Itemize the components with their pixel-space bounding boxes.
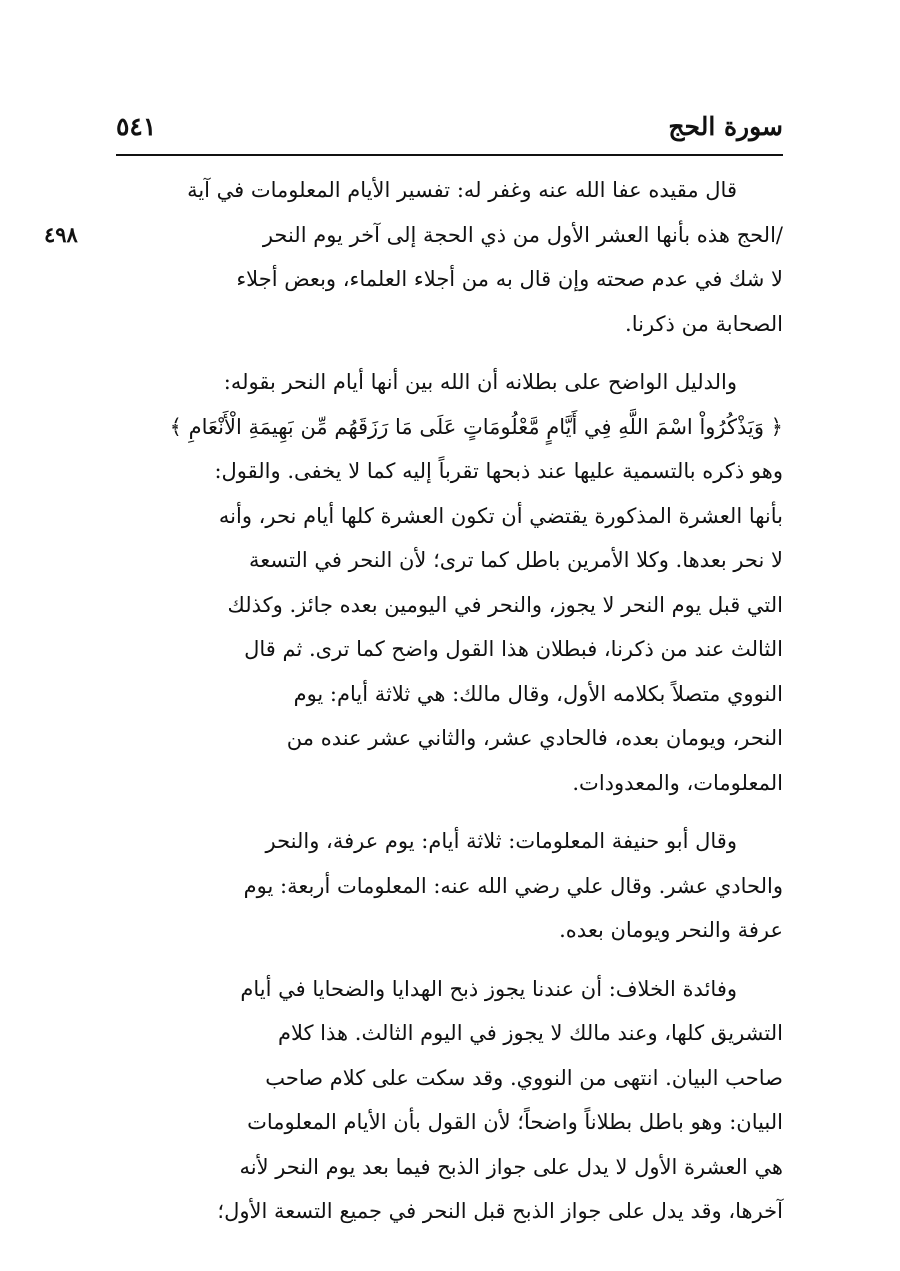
text-line: صاحب البيان. انتهى من النووي. وقد سكت على كلام صاحب bbox=[265, 1065, 783, 1090]
text-line: النحر، ويومان بعده، فالحادي عشر، والثاني عشر عنده من bbox=[286, 726, 783, 750]
surah-title: سورة الحج bbox=[668, 112, 783, 141]
header-rule bbox=[116, 154, 783, 156]
margin-reference-number: ٤٩٨ bbox=[44, 222, 78, 247]
paragraph-4 bbox=[116, 967, 783, 1234]
text-line: والحادي عشر. وقال علي رضي الله عنه: المعلومات أربعة: يوم bbox=[243, 873, 783, 898]
text-line: التشريق كلها، وعند مالك لا يجوز في اليوم الثالث. هذا كلام bbox=[277, 1021, 783, 1045]
paragraph-2 bbox=[116, 360, 783, 805]
text-line: والدليل الواضح على بطلانه أن الله بين أنها أيام النحر بقوله: bbox=[223, 370, 737, 394]
text-line: الصحابة من ذكرنا. bbox=[625, 311, 783, 336]
text-line: وفائدة الخلاف: أن عندنا يجوز ذبح الهدايا والضحايا في أيام bbox=[240, 976, 737, 1001]
paragraph-1 bbox=[116, 168, 783, 346]
page-header bbox=[116, 112, 783, 152]
text-line: البيان: وهو باطل بطلاناً واضحاً؛ لأن القول بأن الأيام المعلومات bbox=[247, 1110, 783, 1134]
text-line: الثالث عند من ذكرنا، فبطلان هذا القول واضح كما ترى. ثم قال bbox=[244, 637, 783, 661]
text-line: لا نحر بعدها. وكلا الأمرين باطل كما ترى؛ لأن النحر في التسعة bbox=[249, 548, 783, 572]
text-line: عرفة والنحر ويومان بعده. bbox=[559, 918, 783, 942]
text-line: التي قبل يوم النحر لا يجوز، والنحر في اليومين بعده جائز. وكذلك bbox=[227, 592, 783, 617]
quran-verse: ﴿ وَيَذْكُرُواْ اسْمَ اللَّهِ فِي أَيَّامٍ مَّعْلُومَاتٍ عَلَى مَا رَزَقَهُم مِّن بَهِيمَةِ الْأَنْعَامِ ﴾ bbox=[169, 414, 783, 439]
page-number: ٥٤١ bbox=[116, 112, 157, 141]
text-line: وقال أبو حنيفة المعلومات: ثلاثة أيام: يوم عرفة، والنحر bbox=[265, 829, 737, 853]
text-line: هي العشرة الأول لا يدل على جواز الذبح فيما بعد يوم النحر لأنه bbox=[239, 1154, 783, 1179]
text-line: /الحج هذه بأنها العشر الأول من ذي الحجة إلى آخر يوم النحر bbox=[262, 222, 783, 247]
text-line: قال مقيده عفا الله عنه وغفر له: تفسير الأيام المعلومات في آية bbox=[187, 178, 737, 202]
main-text bbox=[116, 168, 783, 1248]
paragraph-3 bbox=[116, 819, 783, 953]
text-line: النووي متصلاً بكلامه الأول، وقال مالك: هي ثلاثة أيام: يوم bbox=[293, 681, 783, 706]
text-line: بأنها العشرة المذكورة يقتضي أن تكون العشرة كلها أيام نحر، وأنه bbox=[218, 503, 783, 528]
text-line: آخرها، وقد يدل على جواز الذبح قبل النحر في جميع التسعة الأول؛ bbox=[217, 1199, 783, 1223]
text-line: لا شك في عدم صحته وإن قال به من أجلاء العلماء، وبعض أجلاء bbox=[236, 267, 783, 291]
text-line: المعلومات، والمعدودات. bbox=[572, 770, 783, 795]
text-line: وهو ذكره بالتسمية عليها عند ذبحها تقرباً إليه كما لا يخفى. والقول: bbox=[214, 459, 783, 483]
